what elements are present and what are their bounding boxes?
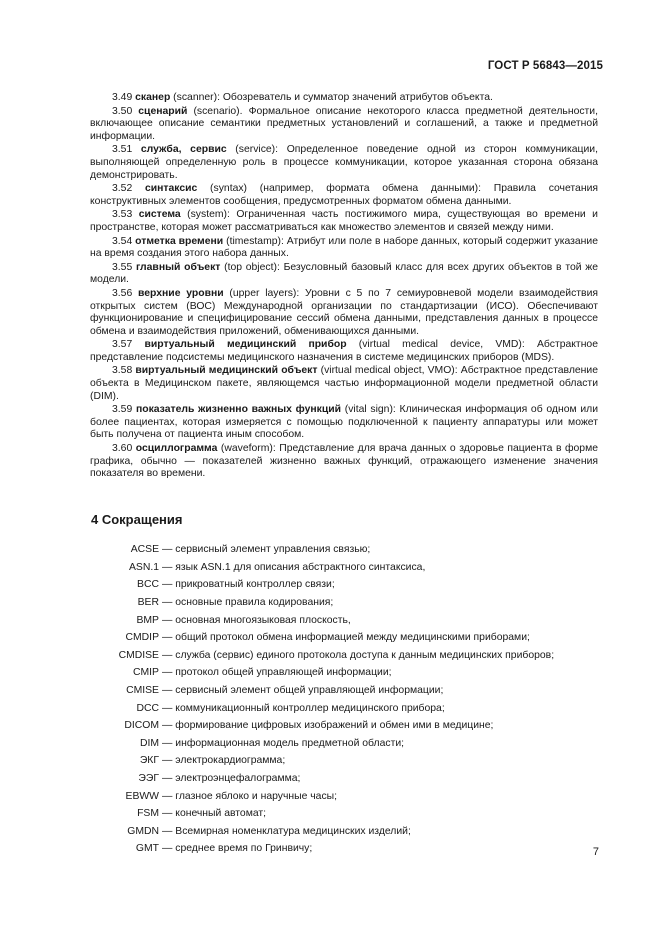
abbreviation-definition: — конечный автомат;	[162, 808, 267, 820]
term-definition	[90, 144, 598, 182]
term-text: (timestamp): Атрибут или поле в наборе данных, который содержит указание на время создания этого набора данных.	[90, 235, 598, 260]
terms-section	[90, 92, 598, 482]
term-text: (virtual medical object, VMO): Абстрактное представление объекта в Медицинском пакете, являющемся частью информационной модели предметной области (DIM).	[90, 365, 598, 402]
term-name: главный объект	[135, 261, 221, 273]
abbreviation-code: DIM	[139, 737, 159, 749]
abbreviation-code: BCC	[137, 579, 159, 591]
abbreviation-row	[90, 770, 590, 788]
section-title-abbreviations: 4 Сокращения	[91, 512, 183, 527]
term-number: 3.60	[112, 443, 133, 455]
abbreviation-row	[90, 594, 590, 612]
document-id-header: ГОСТ Р 56843—2015	[487, 60, 603, 72]
term-definition	[90, 183, 598, 208]
abbreviation-row	[90, 647, 590, 665]
abbreviation-definition: — глазное яблоко и наручные часы;	[162, 790, 338, 802]
abbreviation-definition: — среднее время по Гринвичу;	[162, 843, 313, 855]
term-definition	[90, 92, 598, 105]
abbreviation-row	[90, 576, 590, 594]
term-name: виртуальный медицинский объект	[135, 365, 318, 377]
abbreviation-definition: — электроэнцефалограмма;	[162, 773, 301, 785]
abbreviation-code: FSM	[137, 808, 159, 820]
abbreviation-row	[90, 805, 590, 823]
term-text: (syntax) (например, формата обмена данными): Правила сочетания конструктивных элементов сообщения, предусмотренных форматом обмена данными.	[90, 183, 598, 207]
abbreviation-code: GMT	[135, 843, 159, 855]
abbreviation-definition: — язык ASN.1 для описания абстрактного синтаксиса,	[162, 561, 426, 573]
term-text: (virtual medical device, VMD): Абстрактное представление подсистемы медицинского назначения в системе медицинских приборов (MDS).	[90, 339, 598, 363]
term-number: 3.50	[112, 105, 133, 117]
term-name: синтаксис	[144, 183, 198, 195]
term-number: 3.57	[112, 339, 133, 351]
abbreviation-code: EBWW	[125, 790, 159, 802]
term-name: служба, сервис	[140, 144, 227, 156]
term-text: (system): Ограниченная часть постижимого мира, существующая во времени и пространстве, которая может рассматриваться как множество элементов и связей между ними.	[90, 209, 598, 233]
abbreviation-code: CMDIP	[125, 632, 159, 644]
abbreviation-row	[90, 787, 590, 805]
term-text: (scanner): Обозреватель и сумматор значений атрибутов объекта.	[170, 92, 493, 103]
abbreviation-code: BER	[137, 597, 159, 609]
abbreviation-definition: — коммуникационный контроллер медицинского прибора;	[162, 702, 445, 714]
term-definition	[90, 236, 598, 261]
term-name: верхние уровни	[138, 287, 224, 299]
term-number: 3.49	[112, 92, 133, 103]
abbreviation-row	[90, 699, 590, 717]
term-number: 3.55	[112, 261, 133, 273]
abbreviation-definition: — прикроватный контроллер связи;	[162, 579, 335, 591]
abbreviation-row	[90, 840, 590, 858]
abbreviation-row	[90, 735, 590, 753]
term-name: осциллограмма	[135, 443, 218, 455]
abbreviation-code: ЭЭГ	[138, 773, 159, 785]
abbreviation-row	[90, 682, 590, 700]
term-text: (upper layers): Уровни с 5 по 7 семиуровневой модели взаимодействия открытых систем (ВОС) Международной организации по стандартизации (ИСО). Обеспечивают функционирование и специфицирование сессий обмена данными, представления данных в процессе обмена и взаимодействия приложений, обменивающихся данными.	[90, 287, 599, 337]
term-definition	[90, 365, 598, 403]
term-text: (scenario). Формальное описание некоторого класса предметной деятельности, включающее описание семантики предметных установлений и соглашений, а также и предметной информации.	[90, 105, 598, 142]
abbreviation-definition: — основная многоязыковая плоскость,	[162, 614, 351, 626]
abbreviation-code: DCC	[136, 702, 159, 714]
term-text: (service): Определенное поведение одной из сторон коммуникации, выполняющей определенную роль в процессе коммуникации, которое указанная сторона обязана демонстрировать.	[90, 144, 598, 181]
term-name: виртуальный медицинский прибор	[144, 339, 347, 351]
term-text: (vital sign): Клиническая информация об одном или более пациентах, которая измеряется с помощью подключенной к пациенту аппаратуры или может быть получена от пациента иным способом.	[90, 404, 599, 441]
abbreviation-row	[90, 629, 590, 647]
term-definition	[90, 106, 598, 144]
abbreviation-row	[90, 541, 590, 559]
term-definition	[90, 339, 598, 364]
abbreviation-definition: — Всемирная номенклатура медицинских изделий;	[162, 825, 411, 837]
abbreviation-definition: — информационная модель предметной области;	[162, 737, 405, 749]
abbreviation-definition: — сервисный элемент управления связью;	[162, 544, 371, 556]
abbreviation-definition: — протокол общей управляющей информации;	[162, 667, 392, 679]
term-number: 3.53	[112, 209, 133, 221]
term-definition	[90, 443, 598, 481]
abbreviation-row	[90, 823, 590, 841]
term-name: сканер	[135, 92, 171, 103]
term-number: 3.52	[112, 183, 133, 195]
abbreviation-code: GMDN	[127, 825, 159, 837]
abbreviation-code: ACSE	[130, 544, 159, 556]
abbreviation-definition: — сервисный элемент общей управляющей информации;	[162, 685, 444, 697]
term-name: система	[138, 209, 181, 221]
term-number: 3.58	[112, 365, 133, 377]
abbreviation-definition: — электрокардиограмма;	[162, 755, 286, 767]
abbreviation-row	[90, 611, 590, 629]
term-number: 3.51	[112, 144, 133, 156]
term-text: (waveform): Представление для врача данных о здоровье пациента в форме графика, обычно — показателей жизненно важных функций, отражающего изменение значения показателя во времени.	[90, 443, 598, 480]
abbreviation-definition: — основные правила кодирования;	[162, 597, 334, 609]
abbreviation-code: BMP	[136, 614, 159, 626]
term-definition	[90, 209, 598, 234]
term-definition	[90, 262, 598, 287]
term-name: сценарий	[138, 105, 188, 117]
abbreviation-row	[90, 717, 590, 735]
term-number: 3.54	[112, 235, 133, 247]
term-number: 3.56	[112, 287, 133, 299]
abbreviation-code: CMDISE	[118, 649, 159, 661]
abbreviation-row	[90, 559, 590, 577]
term-number: 3.59	[112, 404, 133, 416]
term-name: отметка времени	[135, 235, 224, 247]
abbreviation-definition: — формирование цифровых изображений и обмен ими в медицине;	[162, 720, 494, 732]
abbreviation-row	[90, 664, 590, 682]
term-definition	[90, 288, 598, 338]
abbreviation-definition: — общий протокол обмена информацией между медицинскими приборами;	[162, 632, 530, 644]
term-name: показатель жизненно важных функций	[135, 404, 342, 416]
abbreviation-code: ASN.1	[128, 561, 159, 573]
abbreviation-code: DICOM	[124, 720, 159, 732]
abbreviation-row	[90, 752, 590, 770]
term-text: (top object): Безусловный базовый класс для всех других объектов в той же модели.	[90, 261, 599, 286]
abbreviation-code: CMIP	[133, 667, 159, 679]
page-number: 7	[592, 846, 599, 858]
abbreviations-list	[90, 541, 590, 858]
term-definition	[90, 404, 598, 442]
abbreviation-code: CMISE	[126, 685, 159, 697]
abbreviation-code: ЭКГ	[139, 755, 159, 767]
abbreviation-definition: — служба (сервис) единого протокола доступа к данным медицинских приборов;	[162, 649, 555, 661]
